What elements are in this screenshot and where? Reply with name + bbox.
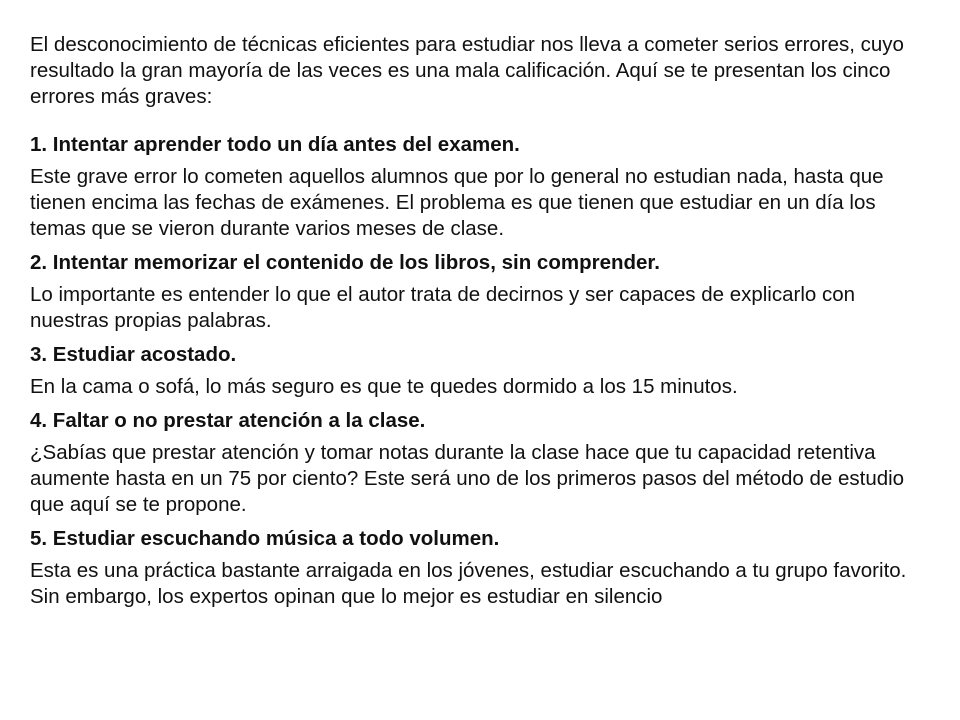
error-description-1: Este grave error lo cometen aquellos alumnos que por lo general no estudian nada, hasta que tienen encima las fechas de exámenes. El problema es que tienen que estudiar en un día los temas que se vieron durante varios meses de clase.: [30, 165, 884, 240]
intro-paragraph: El desconocimiento de técnicas eficientes para estudiar nos lleva a cometer serios errores, cuyo resultado la gran mayoría de las veces es una mala calificación. Aquí se te presentan los cinco errores más graves:: [30, 33, 904, 108]
error-title-5: 5. Estudiar escuchando música a todo volumen.: [30, 527, 500, 550]
error-description-3: En la cama o sofá, lo más seguro es que te quedes dormido a los 15 minutos.: [30, 375, 738, 398]
error-title-3: 3. Estudiar acostado.: [30, 343, 237, 366]
error-description-2: Lo importante es entender lo que el autor trata de decirnos y ser capaces de explicarlo con nuestras propias palabras.: [30, 283, 856, 332]
error-title-2: 2. Intentar memorizar el contenido de los libros, sin comprender.: [30, 251, 660, 274]
error-item-4: [30, 408, 935, 518]
error-item-5: [30, 526, 935, 610]
error-title-1: 1. Intentar aprender todo un día antes del examen.: [30, 133, 520, 156]
error-title-4: 4. Faltar o no prestar atención a la clase.: [30, 409, 426, 432]
slide-content: [30, 32, 935, 616]
error-item-3: [30, 342, 935, 400]
error-item-1: [30, 132, 935, 242]
error-description-4: ¿Sabías que prestar atención y tomar notas durante la clase hace que tu capacidad retentiva aumente hasta en un 75 por ciento? Este será uno de los primeros pasos del método de estudio que aquí se te propone.: [30, 441, 905, 516]
error-item-2: [30, 250, 935, 334]
error-description-5: Esta es una práctica bastante arraigada en los jóvenes, estudiar escuchando a tu grupo favorito. Sin embargo, los expertos opinan que lo mejor es estudiar en silencio: [30, 559, 907, 608]
